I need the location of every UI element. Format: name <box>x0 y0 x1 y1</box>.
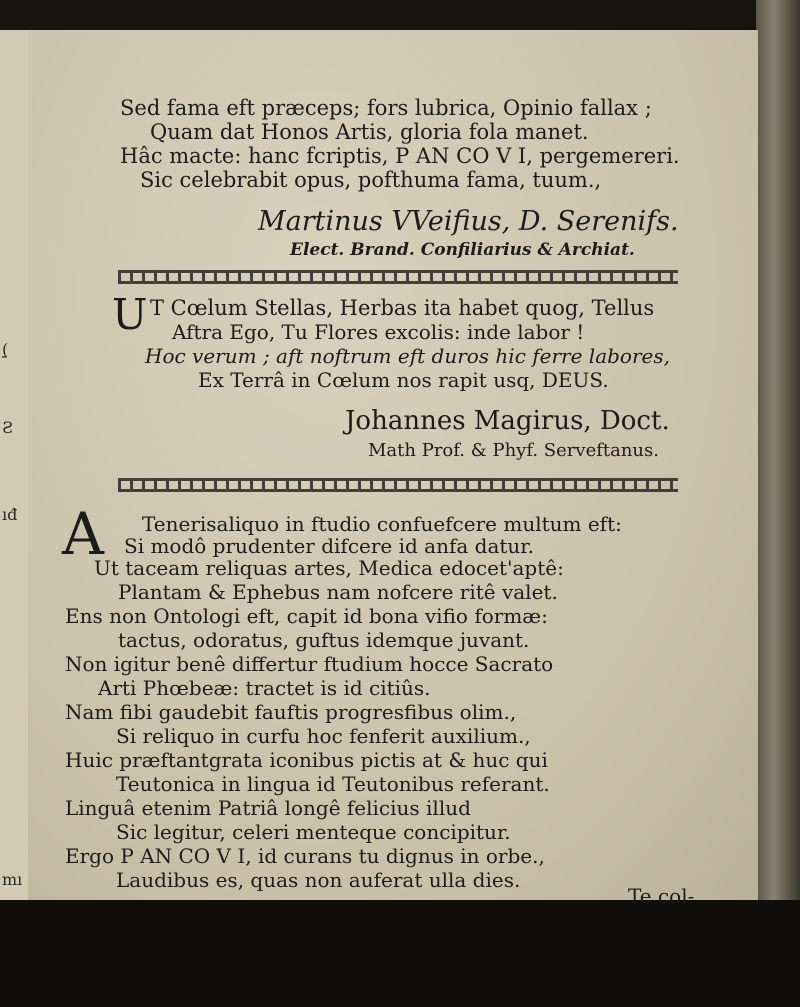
poem2-line: Ex Terrâ in Cœlum nos rapit usq, DEUS. <box>198 368 609 392</box>
margin-mark: (̱ <box>2 340 9 359</box>
poem1-signature: Martinus VVeifius, D. Serenifs. <box>258 206 679 237</box>
poem1-line: Quam dat Honos Artis, gloria fola manet. <box>150 120 589 144</box>
poem3-line: Ergo P AN CO V I, id curans tu dignus in orbe., <box>65 844 545 868</box>
background-shadow <box>0 900 800 1007</box>
poem3-line: tactus, odoratus, guftus idemque juvant. <box>118 628 530 652</box>
margin-mark: mı <box>2 870 23 889</box>
facing-page-edge <box>0 30 28 900</box>
poem3-line: Laudibus es, quas non auferat ulla dies. <box>116 868 521 892</box>
poem3-line: Linguâ etenim Patriâ longê felicius illud <box>65 796 471 820</box>
catchword: Te col- <box>628 884 695 908</box>
poem3-line: Ut taceam reliquas artes, Medica edocet'aptê: <box>94 556 564 580</box>
poem3-line: Ens non Ontologi eft, capit id bona vifio formæ: <box>65 604 548 628</box>
poem2-line: Hoc verum ; aft noftrum eft duros hic ferre labores, <box>145 344 670 368</box>
poem2-signature: Johannes Magirus, Doct. <box>345 406 670 436</box>
ornamental-border <box>118 478 678 492</box>
poem3-line: Teutonica in lingua id Teutonibus referant. <box>116 772 550 796</box>
poem3-line: Arti Phœbeæ: tractet is id citiûs. <box>98 676 431 700</box>
drop-initial: U <box>112 290 148 339</box>
poem2-line: T Cœlum Stellas, Herbas ita habet quog, Tellus <box>150 296 655 320</box>
margin-mark: Ƨ <box>2 418 13 437</box>
poem3-line: Non igitur benê differtur ftudium hocce Sacrato <box>65 652 554 676</box>
poem1-line: Sic celebrabit opus, pofthuma fama, tuum., <box>140 168 602 192</box>
poem3-line: Tenerisaliquo in ftudio confuefcere multum eft: <box>142 512 622 536</box>
poem1-signature-title: Elect. Brand. Confiliarius & Archiat. <box>290 240 635 260</box>
poem3-line: Huic præftantgrata iconibus pictis at & huc qui <box>65 748 548 772</box>
poem2-signature-title: Math Prof. & Phyf. Serveftanus. <box>368 440 659 461</box>
poem3-line: Plantam & Ephebus nam nofcere ritê valet. <box>118 580 558 604</box>
book-gutter <box>756 0 800 1007</box>
drop-initial: A <box>62 500 104 568</box>
poem1-line: Hâc macte: hanc fcriptis, P AN CO V I, pergemereri. <box>120 144 680 168</box>
poem3-line: Sic legitur, celeri menteque concipitur. <box>116 820 511 844</box>
poem1-line: Sed fama eft præceps; fors lubrica, Opinio fallax ; <box>120 96 652 120</box>
poem3-line: Nam fibi gaudebit fauftis progresfibus olim., <box>65 700 517 724</box>
poem3-line: Si modô prudenter difcere id anfa datur. <box>124 534 535 558</box>
ornamental-border <box>118 270 678 284</box>
poem2-line: Aftra Ego, Tu Flores excolis: inde labor ! <box>172 320 585 344</box>
poem3-line: Si reliquo in curfu hoc fenferit auxilium., <box>116 724 531 748</box>
margin-mark: ıđ <box>2 505 18 524</box>
